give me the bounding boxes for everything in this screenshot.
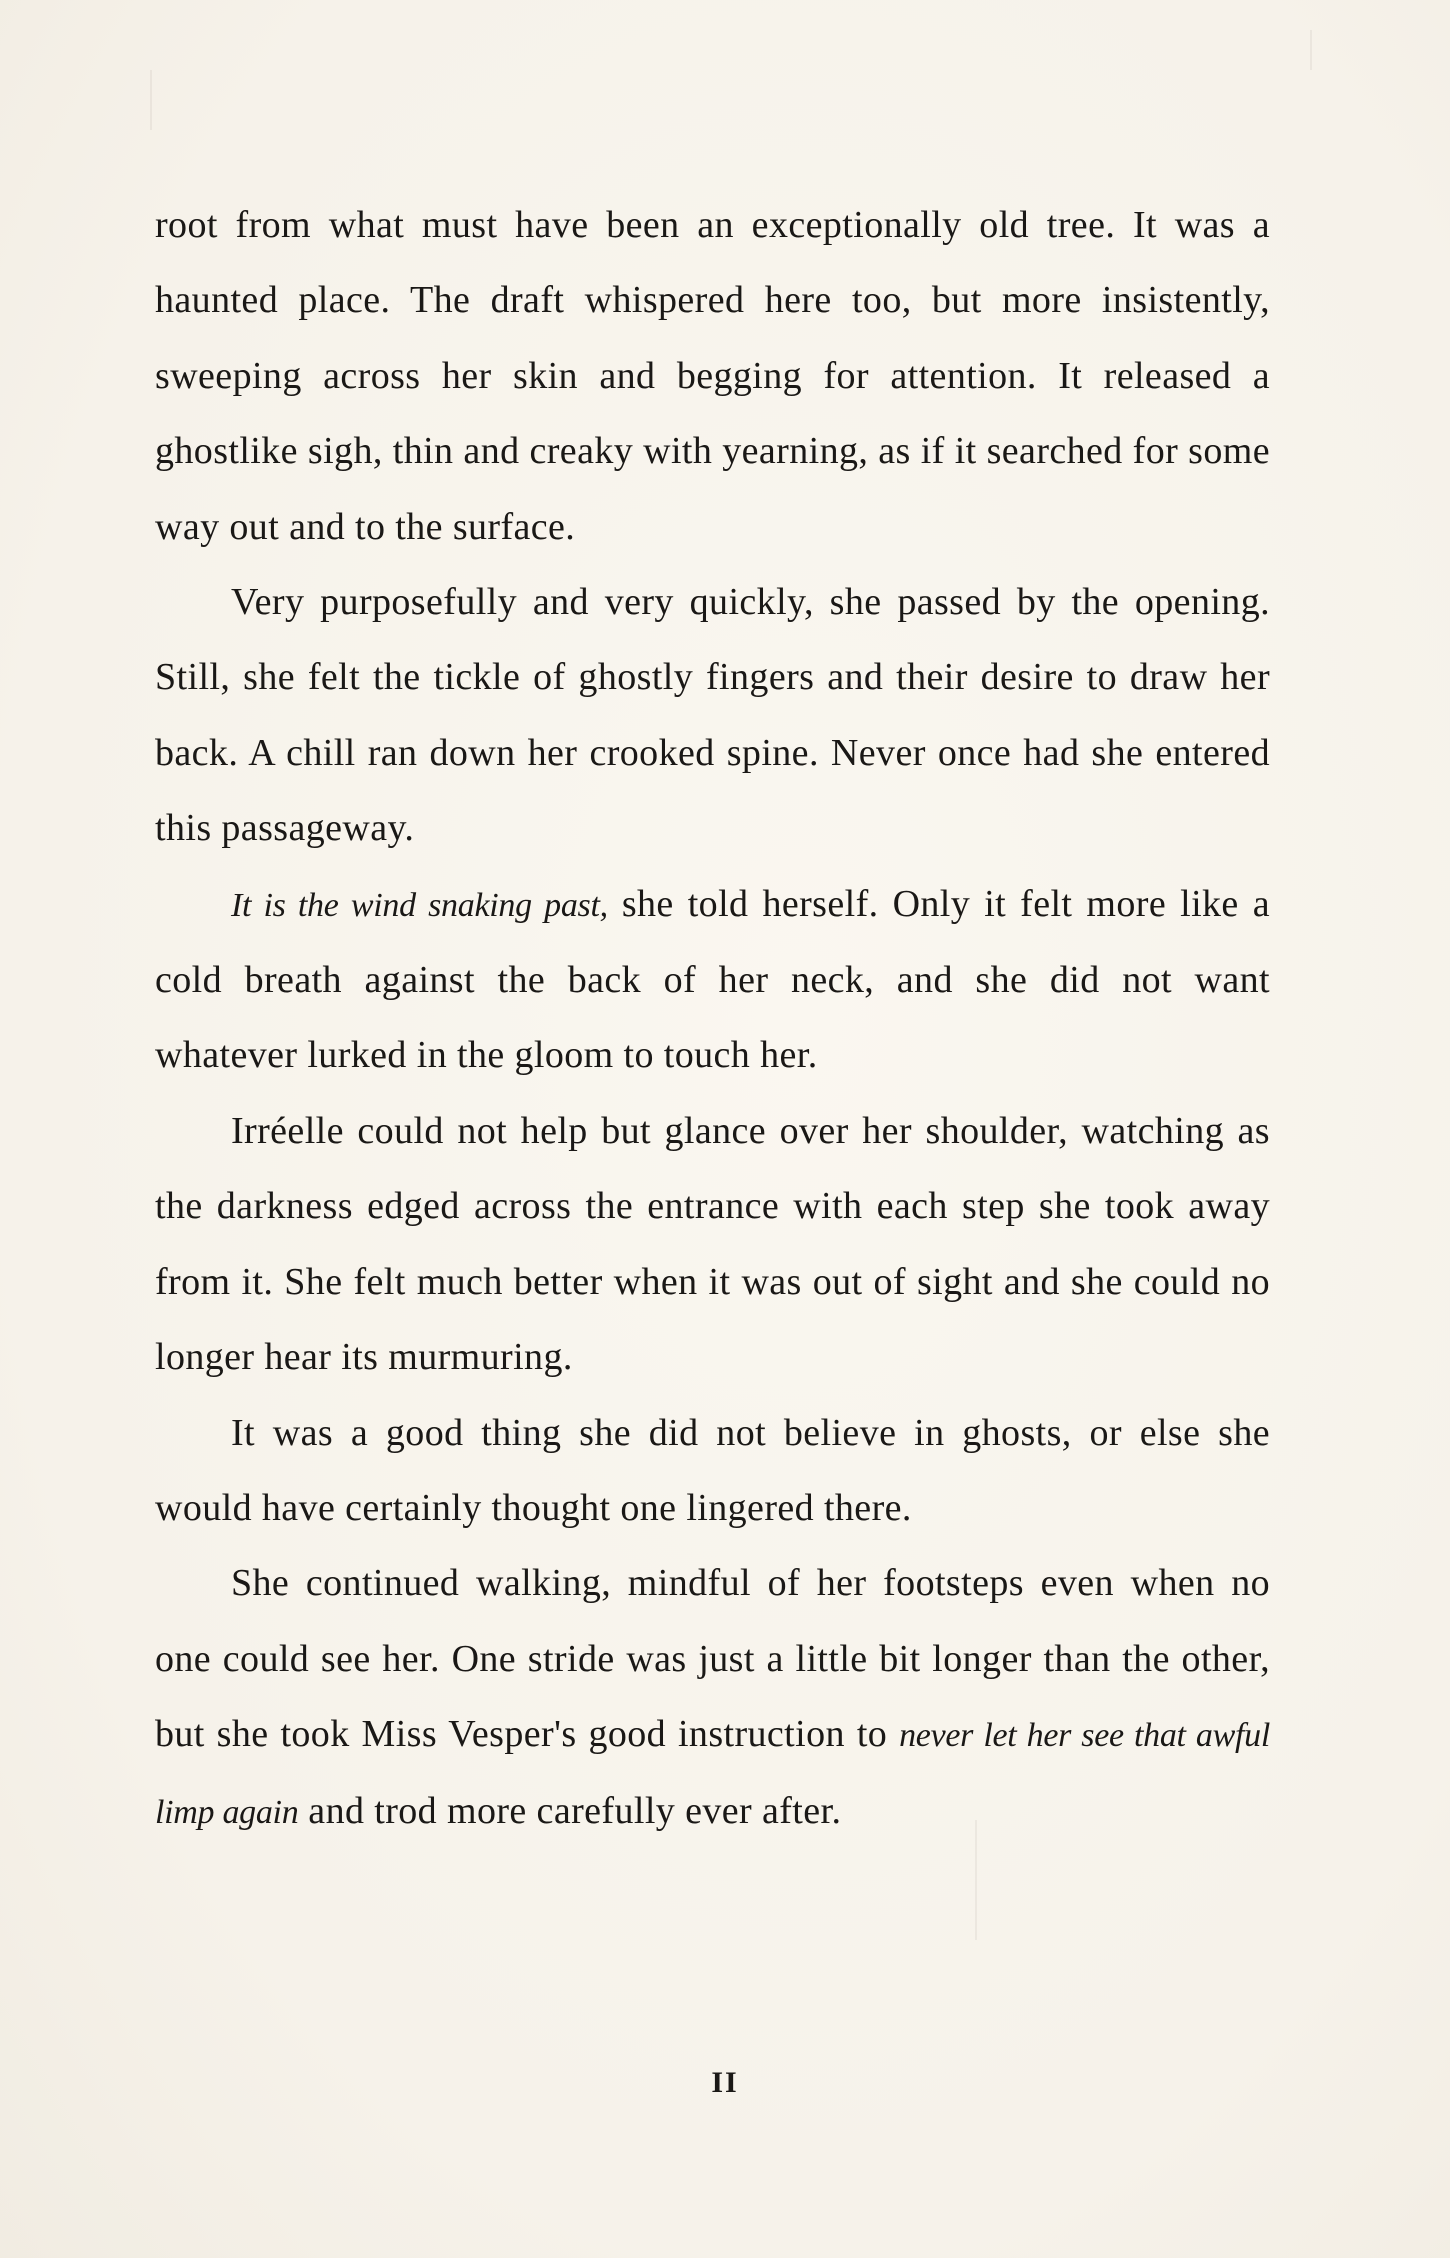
paragraph	[155, 565, 1270, 867]
paragraph-text: she told herself. Only it felt more like a cold breath against the back of her neck, and she did not want whatever lurked in the gloom to touch her.	[155, 882, 1270, 1077]
italic-quote-text: never let her see that awful limp again	[155, 1717, 1270, 1831]
paragraph	[155, 867, 1270, 1094]
bleed-through-mark	[1310, 30, 1312, 70]
paragraph-text: Very purposefully and very quickly, she passed by the opening. Still, she felt the tickle of ghostly fingers and their desire to draw her back. A chill ran down her crooked spine. Never once had she entered this passageway.	[155, 581, 1270, 850]
paragraph-text: Irréelle could not help but glance over her shoulder, watching as the darkness edged across the entrance with each step she took away from it. She felt much better when it was out of sight and she could no longer hear its murmuring.	[155, 1109, 1270, 1379]
body-text	[155, 188, 1270, 1850]
paragraph-text: root from what must have been an exceptionally old tree. It was a haunted place. The draft whispered here too, but more insistently, sweeping across her skin and begging for attention. It released a ghostlike sigh, thin and creaky with yearning, as if it searched for some way out and to the surface.	[155, 204, 1270, 548]
paragraph	[155, 188, 1270, 565]
paragraph-text: and trod more carefully ever after.	[298, 1789, 842, 1832]
paragraph	[155, 1396, 1270, 1547]
paragraph	[155, 1546, 1270, 1850]
paragraph	[155, 1094, 1270, 1396]
bleed-through-mark	[150, 70, 152, 130]
page-number: II	[711, 2066, 739, 2099]
paragraph-text: She continued walking, mindful of her footsteps even when no one could see her. One stride was just a little bit longer than the other, but she took Miss Vesper's good instruction to	[155, 1562, 1270, 1756]
paragraph-text: It was a good thing she did not believe in ghosts, or else she would have certainly thought one lingered there.	[155, 1411, 1270, 1529]
italic-thought-text: It is the wind snaking past,	[231, 886, 608, 924]
